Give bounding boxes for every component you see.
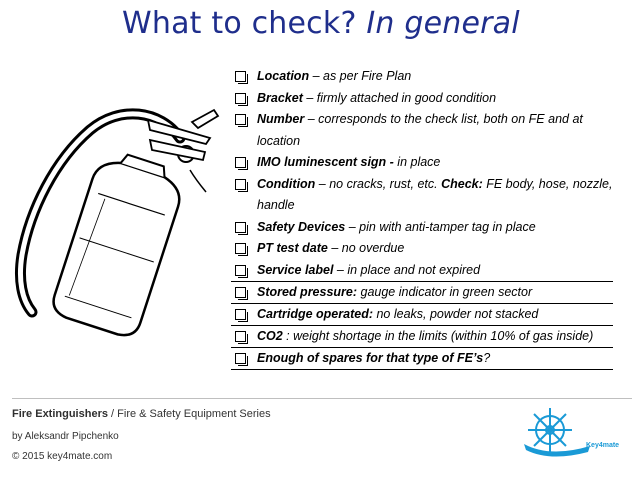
list-item: Enough of spares for that type of FE’s? <box>231 347 613 370</box>
list-item: Cartridge operated: no leaks, powder not stacked <box>231 303 613 325</box>
title-main: What to check? <box>122 6 357 41</box>
list-item: PT test date – no overdue <box>231 238 613 260</box>
list-item: Number – corresponds to the check list, both on FE and at location <box>231 109 613 152</box>
footer-copyright: © 2015 key4mate.com <box>12 451 113 462</box>
checkbox-icon <box>235 71 246 82</box>
list-item: Bracket – firmly attached in good condition <box>231 88 613 110</box>
checkbox-icon <box>235 353 246 364</box>
list-item: Stored pressure: gauge indicator in green sector <box>231 281 613 303</box>
footer-divider <box>12 398 632 399</box>
checkbox-icon <box>235 157 246 168</box>
page-title <box>122 6 520 41</box>
list-item: IMO luminescent sign - in place <box>231 152 613 174</box>
checkbox-icon <box>235 265 246 276</box>
checklist <box>231 66 613 370</box>
title-emphasis: In general <box>366 6 520 41</box>
list-item: Condition – no cracks, rust, etc. Check: FE body, hose, nozzle, handle <box>231 174 613 217</box>
checkbox-icon <box>235 309 246 320</box>
logo-text: Key4mate <box>586 442 620 449</box>
checkbox-icon <box>235 222 246 233</box>
checkbox-icon <box>235 179 246 190</box>
ship-wheel-logo-icon <box>520 400 610 460</box>
list-item: Service label – in place and not expired <box>231 260 613 282</box>
list-item: Safety Devices – pin with anti-tamper tag in place <box>231 217 613 239</box>
checkbox-icon <box>235 287 246 298</box>
footer-author: by Aleksandr Pipchenko <box>12 431 119 442</box>
list-item: Location – as per Fire Plan <box>231 66 613 88</box>
checkbox-icon <box>235 243 246 254</box>
checkbox-icon <box>235 331 246 342</box>
list-item: CO2 : weight shortage in the limits (within 10% of gas inside) <box>231 325 613 347</box>
checkbox-icon <box>235 93 246 104</box>
checkbox-icon <box>235 114 246 125</box>
fire-extinguisher-illustration <box>0 80 235 350</box>
footer-series: Fire Extinguishers / Fire & Safety Equipment Series <box>12 408 271 420</box>
